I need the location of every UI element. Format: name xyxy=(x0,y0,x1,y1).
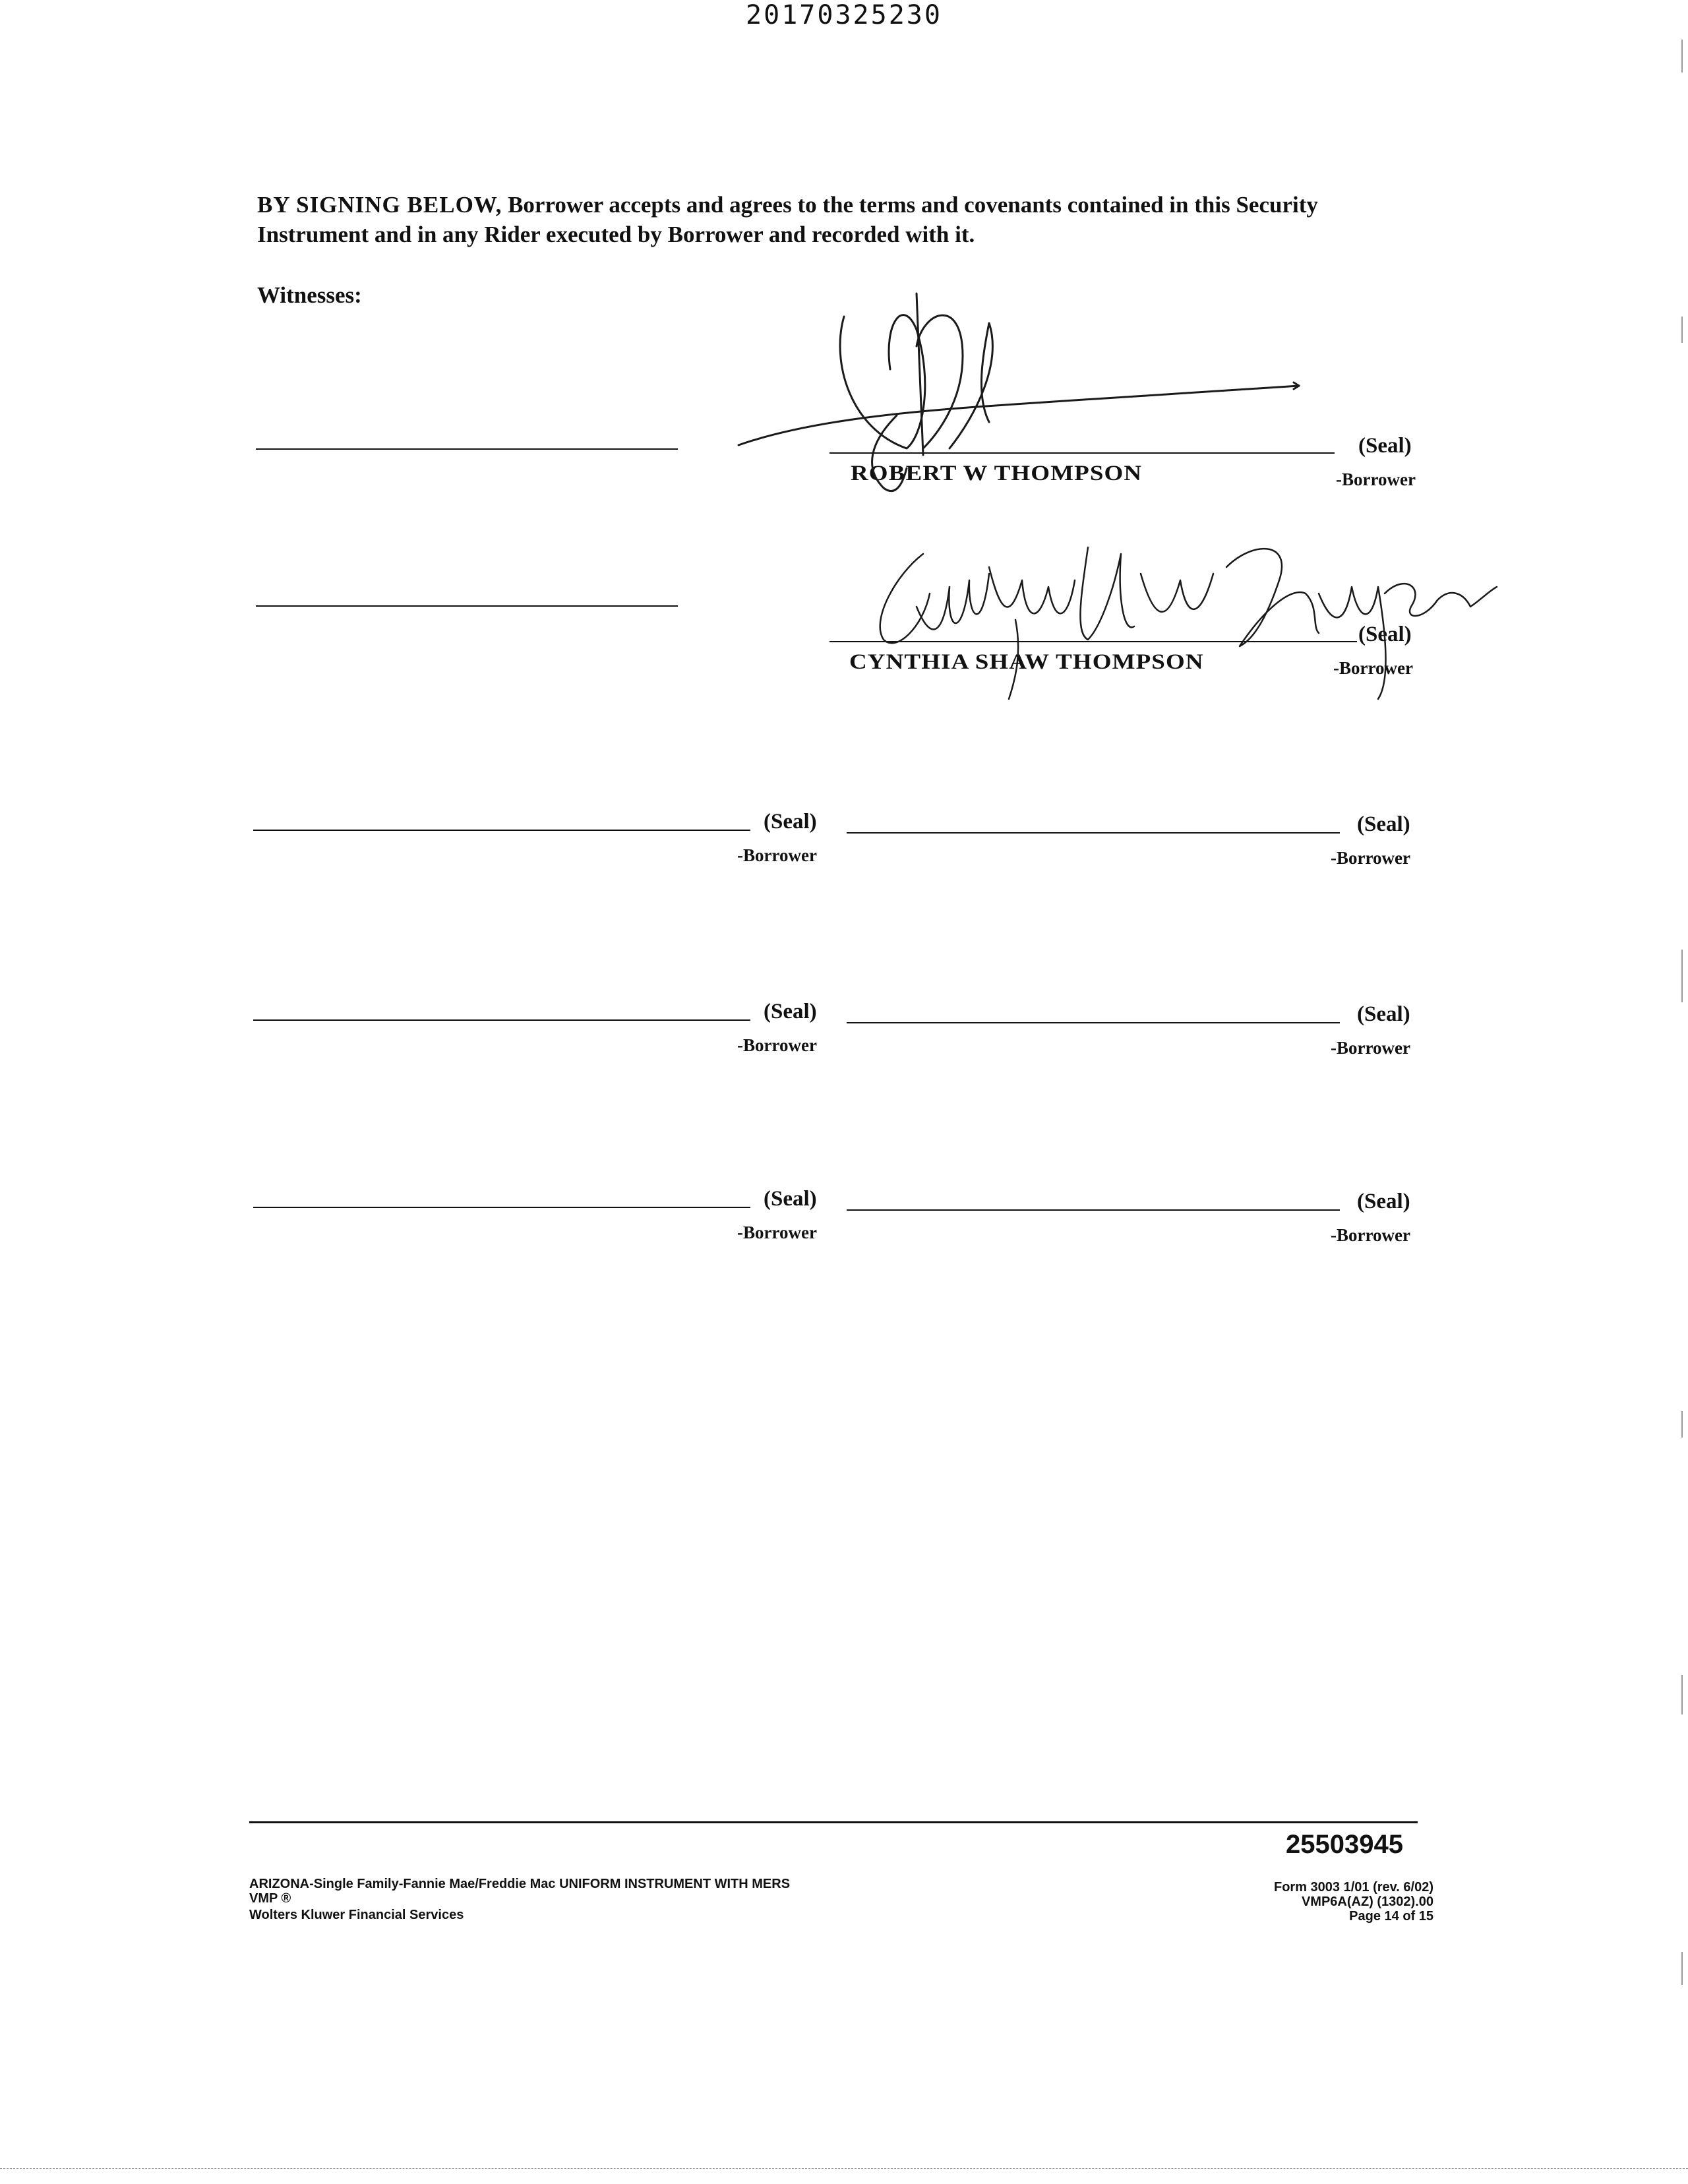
seal-label: (Seal) xyxy=(1358,622,1412,646)
seal-label: (Seal) xyxy=(1357,1190,1410,1213)
document-number: 20170325230 xyxy=(746,0,942,30)
borrower-printed-name-2: CYNTHIA SHAW THOMPSON xyxy=(849,650,1204,674)
seal-label: (Seal) xyxy=(764,1187,817,1211)
signature-statement xyxy=(257,190,1424,249)
borrower-role-label: -Borrower xyxy=(1333,658,1413,678)
signature-line xyxy=(847,832,1340,834)
seal-label: (Seal) xyxy=(764,1000,817,1023)
seal-label: (Seal) xyxy=(1358,434,1412,458)
scan-bottom-edge xyxy=(0,2168,1688,2169)
page-number: Page 14 of 15 xyxy=(1349,1909,1433,1924)
statement-lead: BY SIGNING BELOW, xyxy=(257,192,502,218)
loan-number: 25503945 xyxy=(1286,1830,1403,1859)
witnesses-label: Witnesses: xyxy=(257,282,362,308)
borrower-role-label: -Borrower xyxy=(1331,1038,1410,1058)
witness-line-2 xyxy=(256,605,678,607)
form-number: Form 3003 1/01 (rev. 6/02) xyxy=(1274,1880,1433,1895)
scan-edge-marks xyxy=(1678,0,1686,2184)
borrower-role-label: -Borrower xyxy=(1336,470,1416,489)
borrower-role-label: -Borrower xyxy=(737,1035,817,1055)
form-code: VMP6A(AZ) (1302).00 xyxy=(1301,1895,1433,1909)
statement-text: Borrower accepts and agrees to the terms and covenants contained in this Security Instrument and in any Rider executed by Borrower and recorded with it. xyxy=(257,192,1318,247)
borrower-role-label: -Borrower xyxy=(737,1223,817,1242)
publisher-name: Wolters Kluwer Financial Services xyxy=(249,1908,464,1922)
signature-line xyxy=(253,830,750,831)
borrower-role-label: -Borrower xyxy=(737,845,817,865)
signature-line xyxy=(847,1022,1340,1023)
cynthia-thompson-signature xyxy=(857,528,1503,712)
signature-line xyxy=(253,1207,750,1208)
footer-rule xyxy=(249,1821,1418,1823)
signature-line xyxy=(253,1019,750,1021)
seal-label: (Seal) xyxy=(1357,812,1410,836)
borrower-printed-name-1: ROBERT W THOMPSON xyxy=(851,462,1143,485)
borrower-role-label: -Borrower xyxy=(1331,848,1410,868)
robert-thompson-signature xyxy=(725,284,1319,508)
seal-label: (Seal) xyxy=(1357,1002,1410,1026)
witness-line-1 xyxy=(256,448,678,450)
form-title: ARIZONA-Single Family-Fannie Mae/Freddie Mac UNIFORM INSTRUMENT WITH MERS xyxy=(249,1877,791,1891)
signature-line xyxy=(847,1209,1340,1211)
borrower-role-label: -Borrower xyxy=(1331,1225,1410,1245)
vmp-mark: VMP ® xyxy=(249,1891,291,1906)
seal-label: (Seal) xyxy=(764,810,817,834)
